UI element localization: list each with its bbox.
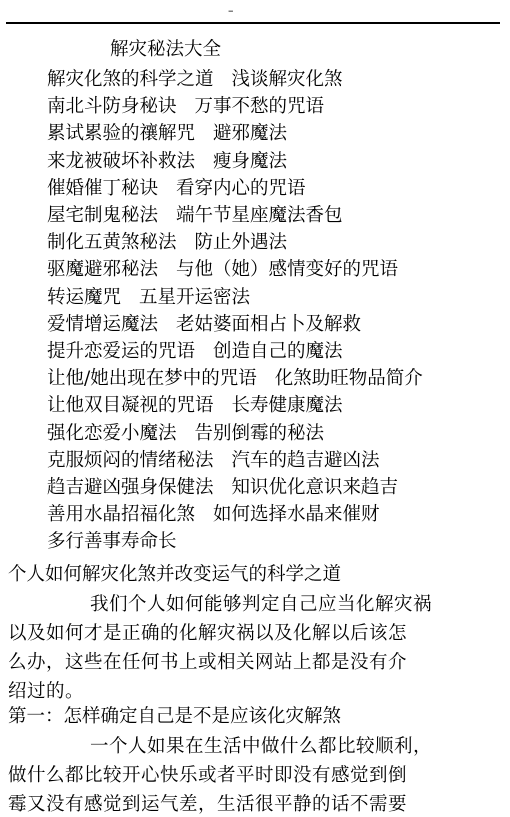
toc-entry-right: 老姑婆面相占卜及解救 — [176, 313, 362, 335]
toc-row — [47, 340, 343, 364]
toc-entry-right: 如何选择水晶来催财 — [213, 504, 380, 526]
toc-row — [47, 313, 361, 337]
toc-title: 解灾秘法大全 — [110, 39, 222, 60]
toc-entry-left: 多行善事寿命长 — [47, 531, 177, 553]
paragraph-2-line-1: 一个人如果在生活中做什么都比较顺利， — [90, 736, 433, 757]
toc-entry-left: 让他双目凝视的咒语 — [47, 395, 214, 417]
toc-entry-left: 累试累验的禳解咒 — [47, 123, 196, 145]
toc-entry-left: 趋吉避凶强身保健法 — [47, 477, 214, 498]
toc-entry-left: 爱情增运魔法 — [47, 313, 159, 335]
toc-row — [47, 177, 306, 201]
paragraph-1-line-1: 我们个人如何能够判定自己应当化解灾祸 — [90, 594, 433, 615]
toc-entry-right: 创造自己的魔法 — [213, 341, 343, 362]
toc-entry-left: 催婚催丁秘诀 — [47, 177, 159, 199]
toc-row — [47, 150, 287, 174]
page-marker: – — [228, 4, 234, 17]
header-rule — [6, 22, 500, 24]
toc-entry-right: 端午节星座魔法香包 — [176, 205, 343, 226]
toc-row — [47, 394, 343, 418]
toc-entry-left: 善用水晶招福化煞 — [47, 504, 196, 526]
toc-entry-right: 瘦身魔法 — [213, 150, 288, 172]
toc-entry-left: 让他/她出现在梦中的咒语 — [47, 368, 257, 390]
toc-entry-right: 看穿内心的咒语 — [176, 177, 306, 199]
toc-entry-right: 汽车的趋吉避凶法 — [231, 449, 380, 471]
toc-entry-left: 解灾化煞的科学之道 — [47, 69, 214, 90]
toc-entry-right: 长寿健康魔法 — [231, 395, 343, 417]
toc-entry-left: 驱魔避邪秘法 — [47, 259, 159, 281]
paragraph-2-line-3: 霉又没有感觉到运气差，生活很平静的话不需要 — [8, 794, 408, 815]
toc-row — [47, 258, 398, 282]
toc-entry-left: 强化恋爱小魔法 — [47, 422, 177, 444]
toc-entry-left: 提升恋爱运的咒语 — [47, 341, 196, 362]
toc-entry-left: 转运魔咒 — [47, 286, 122, 308]
toc-entry-left: 屋宅制鬼秘法 — [47, 205, 159, 226]
toc-row — [47, 367, 423, 391]
toc-row — [47, 95, 324, 119]
toc-entry-right: 万事不愁的咒语 — [194, 96, 325, 118]
toc-entry-left: 克服烦闷的情绪秘法 — [47, 449, 214, 471]
toc-entry-right: 防止外遇法 — [194, 232, 288, 254]
paragraph-1-line-4: 绍过的。 — [8, 681, 85, 702]
paragraph-1-line-3: 么办，这些在任何书上或相关网站上都是没有介 — [8, 652, 408, 673]
toc-entry-right: 浅谈解灾化煞 — [231, 69, 343, 90]
toc-entry-right: 告别倒霉的秘法 — [194, 422, 325, 444]
toc-row — [47, 449, 380, 473]
toc-entry-right: 避邪魔法 — [213, 123, 288, 145]
toc-entry-left: 南北斗防身秘诀 — [47, 96, 177, 118]
toc-entry-right: 五星开运密法 — [139, 286, 251, 308]
section-heading: 第一：怎样确定自己是不是应该化灾解煞 — [8, 706, 342, 727]
toc-row — [47, 422, 324, 446]
paragraph-1-line-2: 以及如何才是正确的化解灾祸以及化解以后该怎 — [8, 623, 408, 644]
toc-row — [47, 68, 343, 92]
toc-entry-left: 制化五黄煞秘法 — [47, 232, 177, 254]
toc-row — [47, 530, 177, 554]
article-heading: 个人如何解灾化煞并改变运气的科学之道 — [8, 564, 342, 585]
toc-entry-right: 知识优化意识来趋吉 — [231, 477, 399, 498]
toc-row — [47, 503, 380, 527]
toc-entry-right: 与他（她）感情变好的咒语 — [176, 259, 399, 281]
toc-row — [47, 231, 287, 255]
paragraph-2-line-2: 做什么都比较开心快乐或者平时即没有感觉到倒 — [8, 765, 408, 786]
toc-entry-left: 来龙被破坏补救法 — [47, 150, 196, 172]
toc-row — [47, 286, 250, 310]
toc-row — [47, 476, 398, 500]
toc-row — [47, 122, 287, 146]
toc-row — [47, 204, 343, 228]
toc-entry-right: 化煞助旺物品简介 — [274, 368, 423, 390]
